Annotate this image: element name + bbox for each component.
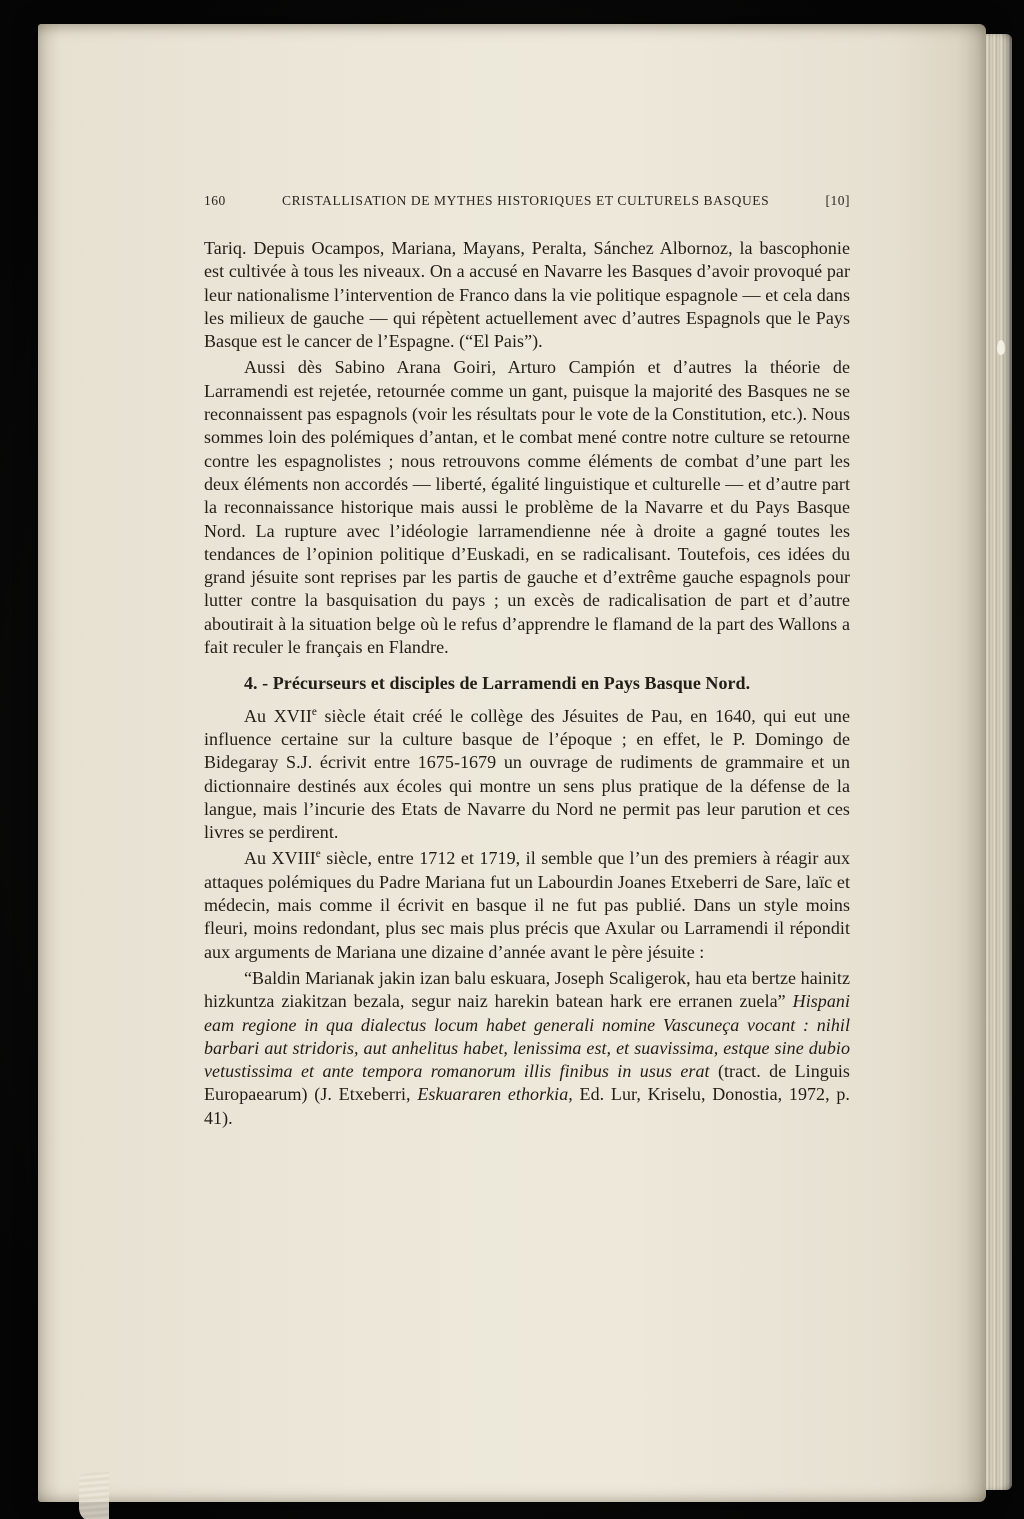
paragraph-xviii-siecle — [204, 847, 850, 963]
text-segment: 4. - Précurseurs et disciples de Larramendi en Pays Basque Nord. — [244, 673, 751, 694]
text-body — [204, 237, 850, 1133]
text-segment: Hispani eam regione in qua dialectus locum habet generali nomine Vascuneça vocant : nihil barbari aut stridoris, aut anhelitus habet, lenissima est, et suavissima, estque sine dubio vetustissima et ante tempora romanorum illis finibus in usus erat — [204, 991, 850, 1082]
page-edges — [986, 34, 1012, 1490]
text-segment: siècle était créé le collège des Jésuites de Pau, en 1640, qui eut une influence certaine sur la culture basque de l’époque ; en effet, le P. Domingo de Bidegaray S.J. écrivit entre 1675-1679 un ouvrage de rudiments de grammaire et un dictionnaire destinés aux écoles qui montre un sens plus pratique de la défense de la langue, mais l’incurie des Etats de Navarre du Nord ne permit pas leur parution et ces livres se perdirent. — [204, 705, 850, 843]
paragraph-tariq — [204, 237, 850, 353]
running-title: CRISTALLISATION DE MYTHES HISTORIQUES ET CULTURELS BASQUES — [282, 193, 770, 208]
text-segment: “Baldin Marianak jakin izan balu eskuara, Joseph Scaligerok, hau eta bertze hainitz hizkuntza ziakitzan bezala, segur naiz harekin batean hark ere erranen zuela” — [204, 967, 850, 1012]
page-header — [204, 193, 850, 209]
paragraph-xvii-siecle — [204, 705, 850, 845]
text-segment: siècle, entre 1712 et 1719, il semble que l’un des premiers à réagir aux attaques polémiques du Padre Mariana fut un Labourdin Joanes Etxeberri de Sare, laïc et médecin, mais comme il écrivit en basque il ne fut pas publié. Dans un style moins fleuri, moins redondant, plus sec mais plus précis que Axular ou Larramendi il répondit aux arguments de Mariana une dizaine d’année avant le père jésuite : — [204, 848, 850, 962]
text-segment: (tract. de Linguis Europaearum) (J. Etxeberri, — [204, 1061, 850, 1105]
page-corner-curl — [79, 1472, 109, 1519]
paragraph-quote — [204, 967, 850, 1130]
text-segment: Au XVIII — [244, 848, 316, 869]
page-number: 160 — [204, 193, 226, 208]
paragraph-aussi — [204, 356, 850, 659]
text-segment: e — [311, 705, 317, 718]
section-heading — [204, 672, 850, 695]
book-page — [38, 24, 986, 1502]
page-edge-highlight — [997, 340, 1005, 355]
issue-marker: [10] — [825, 193, 850, 208]
text-segment: Ed. Lur, Kriselu, Donostia, 1972, p. 41). — [204, 1084, 850, 1128]
text-segment: e — [315, 848, 321, 861]
text-segment: Au XVII — [244, 705, 312, 726]
text-segment: Aussi dès Sabino Arana Goiri, Arturo Campión et d’autres la théorie de Larramendi est rejetée, retournée comme un gant, puisque la majorité des Basques ne se reconnaissent pas espagnols (voir les résultats pour le vote de la Constitution, etc.). Nous sommes loin des polémiques d’antan, et le combat mené contre notre culture se retourne contre les espagnolistes ; nous retrouvons comme éléments de combat d’une part les deux éléments non accordés — liberté, égalité linguistique et culturelle — et d’autre part la reconnaissance historique mais aussi le problème de la Navarre et du Pays Basque Nord. La rupture avec l’idéologie larramendienne née à droite a gagné toutes les tendances de l’opinion politique d’Euskadi, en se radicalisant. Toutefois, ces idées du grand jésuite sont reprises par les partis de gauche et d’extrême gauche espagnols pour lutter contre la basquisation du pays ; un excès de radicalisation de part et d’autre aboutirait à la situation belge où le refus d’apprendre le flamand de la part des Wallons a fait reculer le français en Flandre. — [204, 357, 850, 658]
text-segment: Eskuararen ethorkia, — [417, 1084, 573, 1105]
text-segment: Tariq. Depuis Ocampos, Mariana, Mayans, Peralta, Sánchez Albornoz, la bascophonie est cultivée à tous les niveaux. On a accusé en Navarre les Basques d’avoir provoqué par leur nationalisme l’intervention de Franco dans la vie politique espagnole — et cela dans les milieux de gauche — qui répètent actuellement avec d’autres Espagnols que le Pays Basque est le cancer de l’Espagne. (“El Pais”). — [204, 238, 850, 352]
